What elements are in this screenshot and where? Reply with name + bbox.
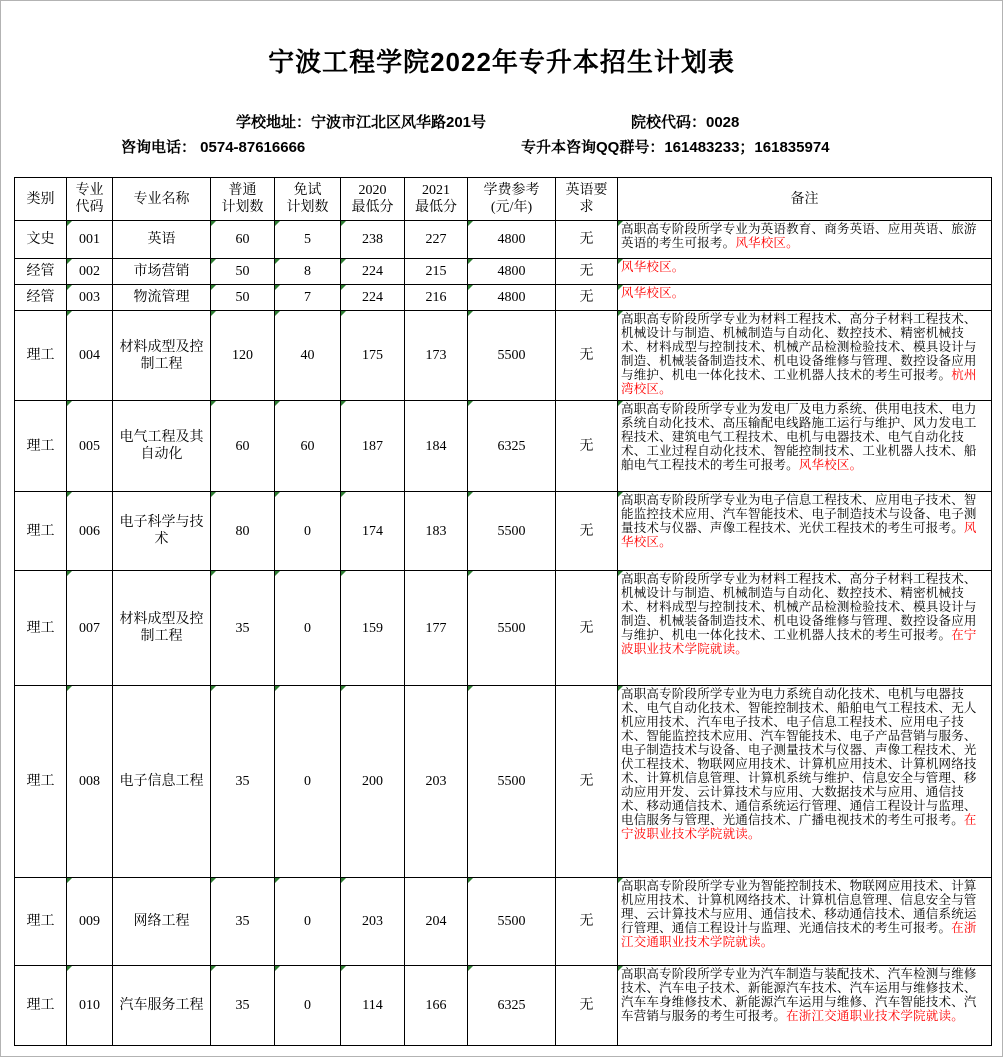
cell-major-code: 005 bbox=[67, 401, 113, 492]
remark-red-text: 风华校区。 bbox=[735, 236, 799, 250]
cell-category: 理工 bbox=[15, 686, 67, 878]
cell-plan-count: 60 bbox=[211, 221, 275, 259]
cell-plan-count: 35 bbox=[211, 966, 275, 1046]
cell-major-name: 电子科学与技术 bbox=[113, 492, 211, 571]
table-row bbox=[15, 401, 992, 492]
cell-exempt-count: 40 bbox=[275, 311, 341, 401]
cell-fee: 6325 bbox=[468, 966, 556, 1046]
cell-major-name: 网络工程 bbox=[113, 878, 211, 966]
cell-category: 理工 bbox=[15, 571, 67, 686]
header-cell-category: 类别 bbox=[15, 178, 67, 221]
cell-remark bbox=[618, 492, 992, 571]
cell-exempt-count: 0 bbox=[275, 686, 341, 878]
header-cell-score2021: 2021 最低分 bbox=[405, 178, 468, 221]
table-row bbox=[15, 878, 992, 966]
header-cell-score2020: 2020 最低分 bbox=[341, 178, 405, 221]
remark-black-text: 高职高专阶段所学专业为电子信息工程技术、应用电子技术、智能监控技术应用、汽车智能技术、电子制造技术与设备、电子测量技术与仪器、声像工程技术、光伏工程技术的考生可报考。 bbox=[621, 493, 977, 535]
cell-exempt-count: 7 bbox=[275, 285, 341, 311]
cell-fee: 5500 bbox=[468, 571, 556, 686]
remark-red-text: 风华校区。 bbox=[621, 260, 685, 274]
cell-english-requirement: 无 bbox=[556, 686, 618, 878]
cell-major-name: 电气工程及其自动化 bbox=[113, 401, 211, 492]
header-cell-code: 专业 代码 bbox=[67, 178, 113, 221]
cell-min-score-2020: 224 bbox=[341, 259, 405, 285]
cell-min-score-2021: 216 bbox=[405, 285, 468, 311]
cell-min-score-2021: 227 bbox=[405, 221, 468, 259]
cell-english-requirement: 无 bbox=[556, 966, 618, 1046]
table-row bbox=[15, 686, 992, 878]
cell-major-code: 007 bbox=[67, 571, 113, 686]
header-cell-plan: 普通 计划数 bbox=[211, 178, 275, 221]
cell-english-requirement: 无 bbox=[556, 221, 618, 259]
cell-plan-count: 80 bbox=[211, 492, 275, 571]
cell-exempt-count: 0 bbox=[275, 571, 341, 686]
header-cell-name: 专业名称 bbox=[113, 178, 211, 221]
cell-english-requirement: 无 bbox=[556, 492, 618, 571]
cell-major-name: 材料成型及控制工程 bbox=[113, 571, 211, 686]
remark-red-text: 在浙江交通职业技术学院就读。 bbox=[621, 921, 977, 949]
college-code: 院校代码：0028 bbox=[631, 114, 740, 131]
school-info-block bbox=[1, 111, 1002, 161]
cell-remark bbox=[618, 686, 992, 878]
cell-min-score-2020: 175 bbox=[341, 311, 405, 401]
cell-remark bbox=[618, 571, 992, 686]
table-header-row bbox=[15, 178, 992, 221]
cell-plan-count: 120 bbox=[211, 311, 275, 401]
cell-category: 理工 bbox=[15, 311, 67, 401]
remark-red-text: 风华校区。 bbox=[798, 458, 863, 472]
cell-remark bbox=[618, 285, 992, 311]
cell-category: 经管 bbox=[15, 285, 67, 311]
table-row bbox=[15, 259, 992, 285]
page-title: 宁波工程学院2022年专升本招生计划表 bbox=[268, 47, 735, 77]
cell-remark bbox=[618, 878, 992, 966]
cell-major-name: 物流管理 bbox=[113, 285, 211, 311]
cell-min-score-2020: 203 bbox=[341, 878, 405, 966]
cell-exempt-count: 0 bbox=[275, 966, 341, 1046]
table-row bbox=[15, 571, 992, 686]
cell-major-code: 010 bbox=[67, 966, 113, 1046]
remark-red-text: 在浙江交通职业技术学院就读。 bbox=[786, 1009, 964, 1023]
cell-exempt-count: 60 bbox=[275, 401, 341, 492]
cell-min-score-2021: 184 bbox=[405, 401, 468, 492]
remark-red-text: 杭州湾校区。 bbox=[621, 368, 977, 396]
cell-category: 理工 bbox=[15, 492, 67, 571]
cell-category: 经管 bbox=[15, 259, 67, 285]
cell-remark bbox=[618, 966, 992, 1046]
cell-english-requirement: 无 bbox=[556, 285, 618, 311]
remark-black-text: 高职高专阶段所学专业为发电厂及电力系统、供用电技术、电力系统自动化技术、高压输配电线路施工运行与维护、风力发电工程技术、建筑电气工程技术、电机与电器技术、电气自动化技术、工业过程自动化技术、智能控制技术、工业机器人技术、船舶电气工程技术的考生可报考。 bbox=[621, 402, 977, 472]
cell-min-score-2021: 166 bbox=[405, 966, 468, 1046]
cell-plan-count: 35 bbox=[211, 878, 275, 966]
cell-major-code: 001 bbox=[67, 221, 113, 259]
header-cell-remark: 备注 bbox=[618, 178, 992, 221]
cell-plan-count: 35 bbox=[211, 571, 275, 686]
cell-plan-count: 60 bbox=[211, 401, 275, 492]
remark-red-text: 在宁波职业技术学院就读。 bbox=[621, 628, 977, 656]
cell-fee: 6325 bbox=[468, 401, 556, 492]
cell-min-score-2021: 215 bbox=[405, 259, 468, 285]
cell-english-requirement: 无 bbox=[556, 259, 618, 285]
table-row bbox=[15, 492, 992, 571]
cell-min-score-2020: 238 bbox=[341, 221, 405, 259]
table-row bbox=[15, 221, 992, 259]
cell-fee: 4800 bbox=[468, 221, 556, 259]
table-row bbox=[15, 311, 992, 401]
cell-plan-count: 50 bbox=[211, 259, 275, 285]
cell-category: 文史 bbox=[15, 221, 67, 259]
cell-english-requirement: 无 bbox=[556, 878, 618, 966]
header-cell-english: 英语要 求 bbox=[556, 178, 618, 221]
enrollment-plan-table bbox=[14, 177, 992, 1046]
cell-major-code: 009 bbox=[67, 878, 113, 966]
cell-major-code: 004 bbox=[67, 311, 113, 401]
cell-remark bbox=[618, 259, 992, 285]
cell-category: 理工 bbox=[15, 401, 67, 492]
table-row bbox=[15, 285, 992, 311]
remark-red-text: 风华校区。 bbox=[621, 521, 977, 549]
cell-major-code: 003 bbox=[67, 285, 113, 311]
cell-major-name: 英语 bbox=[113, 221, 211, 259]
cell-fee: 4800 bbox=[468, 285, 556, 311]
cell-major-name: 汽车服务工程 bbox=[113, 966, 211, 1046]
cell-major-code: 008 bbox=[67, 686, 113, 878]
cell-category: 理工 bbox=[15, 966, 67, 1046]
cell-english-requirement: 无 bbox=[556, 401, 618, 492]
remark-black-text: 高职高专阶段所学专业为智能控制技术、物联网应用技术、计算机应用技术、计算机网络技术、计算机信息管理、信息安全与管理、云计算技术与应用、通信技术、移动通信技术、通信系统运行管理、通信工程设计与监理、光通信技术的考生可报考。 bbox=[621, 879, 977, 935]
cell-major-code: 002 bbox=[67, 259, 113, 285]
cell-min-score-2021: 183 bbox=[405, 492, 468, 571]
remark-red-text: 在宁波职业技术学院就读。 bbox=[621, 813, 977, 841]
cell-min-score-2021: 204 bbox=[405, 878, 468, 966]
cell-remark bbox=[618, 401, 992, 492]
table-row bbox=[15, 966, 992, 1046]
remark-black-text: 高职高专阶段所学专业为材料工程技术、高分子材料工程技术、机械设计与制造、机械制造与自动化、数控技术、精密机械技术、材料成型与控制技术、机械产品检测检验技术、模具设计与制造、机械装备制造技术、机电设备维修与管理、数控设备应用与维护、机电一体化技术、工业机器人技术的考生可报考。 bbox=[621, 312, 977, 382]
school-address: 学校地址：宁波市江北区风华路201号 bbox=[236, 114, 487, 131]
consult-qq-group: 专升本咨询QQ群号：161483233；161835974 bbox=[521, 139, 830, 156]
cell-min-score-2020: 224 bbox=[341, 285, 405, 311]
cell-exempt-count: 0 bbox=[275, 492, 341, 571]
cell-english-requirement: 无 bbox=[556, 571, 618, 686]
cell-min-score-2020: 114 bbox=[341, 966, 405, 1046]
cell-exempt-count: 5 bbox=[275, 221, 341, 259]
cell-min-score-2020: 187 bbox=[341, 401, 405, 492]
cell-english-requirement: 无 bbox=[556, 311, 618, 401]
header-cell-exempt: 免试 计划数 bbox=[275, 178, 341, 221]
cell-exempt-count: 8 bbox=[275, 259, 341, 285]
cell-fee: 4800 bbox=[468, 259, 556, 285]
header-cell-fee: 学费参考 (元/年) bbox=[468, 178, 556, 221]
cell-plan-count: 35 bbox=[211, 686, 275, 878]
cell-remark bbox=[618, 311, 992, 401]
remark-black-text: 高职高专阶段所学专业为汽车制造与装配技术、汽车检测与维修技术、汽车电子技术、新能源汽车技术、汽车运用与维修技术、汽车车身维修技术、新能源汽车运用与维修、汽车智能技术、汽车营销与服务的考生可报考。 bbox=[621, 967, 977, 1023]
remark-black-text: 高职高专阶段所学专业为电力系统自动化技术、电机与电器技术、电气自动化技术、智能控制技术、船舶电气工程技术、无人机应用技术、汽车电子技术、电子信息工程技术、应用电子技术、智能监控技术应用、汽车智能技术、电子产品营销与服务、电子制造技术与设备、电子测量技术与仪器、声像工程技术、光伏工程技术、物联网应用技术、计算机应用技术、计算机网络技术、计算机信息管理、计算机系统与维护、信息安全与管理、移动应用开发、云计算技术与应用、大数据技术与应用、通信技术、移动通信技术、通信系统运行管理、通信工程设计与监理、电信服务与管理、光通信技术、广播电视技术的考生可报考。 bbox=[621, 687, 977, 827]
cell-remark bbox=[618, 221, 992, 259]
cell-major-name: 电子信息工程 bbox=[113, 686, 211, 878]
cell-min-score-2020: 174 bbox=[341, 492, 405, 571]
remark-red-text: 风华校区。 bbox=[621, 286, 685, 300]
cell-fee: 5500 bbox=[468, 686, 556, 878]
cell-fee: 5500 bbox=[468, 311, 556, 401]
cell-min-score-2020: 200 bbox=[341, 686, 405, 878]
cell-min-score-2021: 173 bbox=[405, 311, 468, 401]
cell-major-code: 006 bbox=[67, 492, 113, 571]
cell-fee: 5500 bbox=[468, 878, 556, 966]
cell-min-score-2021: 203 bbox=[405, 686, 468, 878]
remark-black-text: 高职高专阶段所学专业为英语教育、商务英语、应用英语、旅游英语的考生可报考。 bbox=[621, 222, 977, 250]
consult-phone: 咨询电话： 0574-87616666 bbox=[121, 139, 306, 156]
cell-min-score-2020: 159 bbox=[341, 571, 405, 686]
cell-exempt-count: 0 bbox=[275, 878, 341, 966]
cell-major-name: 市场营销 bbox=[113, 259, 211, 285]
cell-plan-count: 50 bbox=[211, 285, 275, 311]
cell-fee: 5500 bbox=[468, 492, 556, 571]
cell-major-name: 材料成型及控制工程 bbox=[113, 311, 211, 401]
cell-category: 理工 bbox=[15, 878, 67, 966]
remark-black-text: 高职高专阶段所学专业为材料工程技术、高分子材料工程技术、机械设计与制造、机械制造与自动化、数控技术、精密机械技术、材料成型与控制技术、机械产品检测检验技术、模具设计与制造、机械装备制造技术、机电设备维修与管理、数控设备应用与维护、机电一体化技术、工业机器人技术的考生可报考。 bbox=[621, 572, 977, 642]
cell-min-score-2021: 177 bbox=[405, 571, 468, 686]
